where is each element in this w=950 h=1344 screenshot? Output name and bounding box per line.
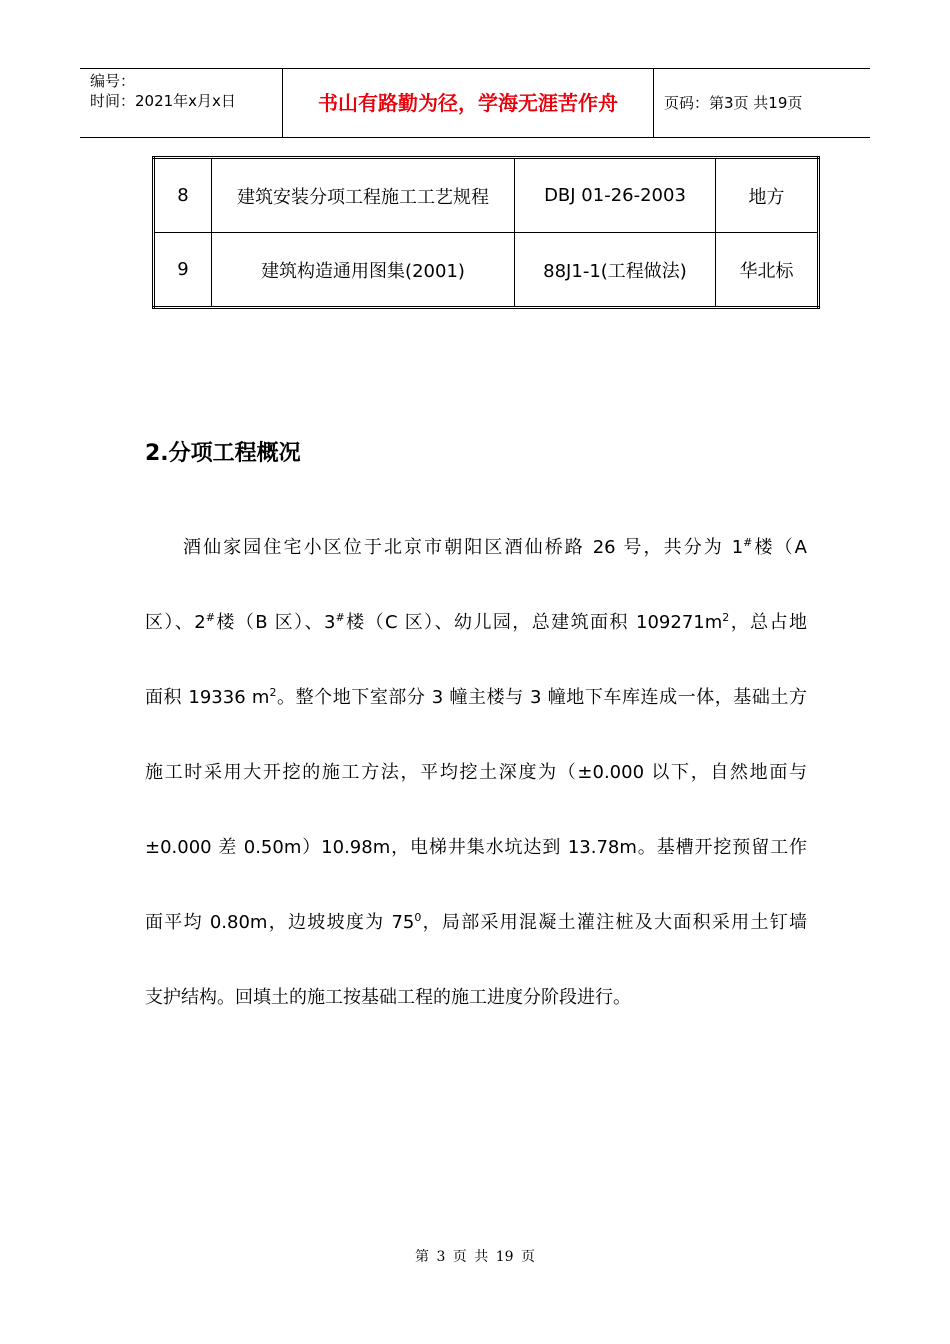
standard-level: 地方 [716, 158, 819, 233]
standard-name: 建筑构造通用图集(2001) [212, 233, 515, 308]
standard-code: DBJ 01-26-2003 [515, 158, 716, 233]
table-row [154, 158, 819, 233]
header-meta [80, 69, 282, 137]
header-page-info: 页码：第3页 共19页 [664, 94, 803, 112]
standard-name: 建筑安装分项工程施工工艺规程 [212, 158, 515, 233]
row-number: 9 [154, 233, 212, 308]
paragraph-line: 面平均 0.80m，边坡坡度为 $75^0$，局部采用混凝土灌注桩及大面积采用土钉墙 [145, 911, 808, 933]
section-title: 2.分项工程概况 [145, 441, 301, 466]
standard-level: 华北标 [716, 233, 819, 308]
paragraph-line: 区）、2#楼（B 区）、3#楼（C 区）、幼儿园，总建筑面积 $109271m^2$，总占地 [145, 611, 807, 633]
paragraph-line: ±0.000 差 0.50m）10.98m，电梯井集水坑达到 13.78m。基槽开挖预留工作 [145, 837, 807, 858]
page-header [80, 68, 870, 138]
document-number-label: 编号： [90, 72, 136, 90]
reference-standards-table [152, 156, 820, 309]
page-footer: 第 3 页 共 19 页 [415, 1249, 535, 1265]
header-motto: 书山有路勤为径，学海无涯苦作舟 [282, 69, 654, 137]
overview-paragraph [145, 510, 807, 1035]
paragraph-line: 面积 19336 $m^2$。整个地下室部分 3 幢主楼与 3 幢地下车库连成一体，基础土方 [145, 686, 807, 708]
paragraph-line: 施工时采用大开挖的施工方法，平均挖土深度为（±0.000 以下，自然地面与 [145, 762, 807, 783]
table-row [154, 233, 819, 308]
paragraph-line: 支护结构。回填土的施工按基础工程的施工进度分阶段进行。 [145, 987, 631, 1008]
row-number: 8 [154, 158, 212, 233]
paragraph-line: 酒仙家园住宅小区位于北京市朝阳区酒仙桥路 26 号，共分为 1#楼（A [183, 536, 807, 558]
standard-code: 88J1-1(工程做法) [515, 233, 716, 308]
document-date: 时间：2021年x月x日 [90, 92, 236, 110]
